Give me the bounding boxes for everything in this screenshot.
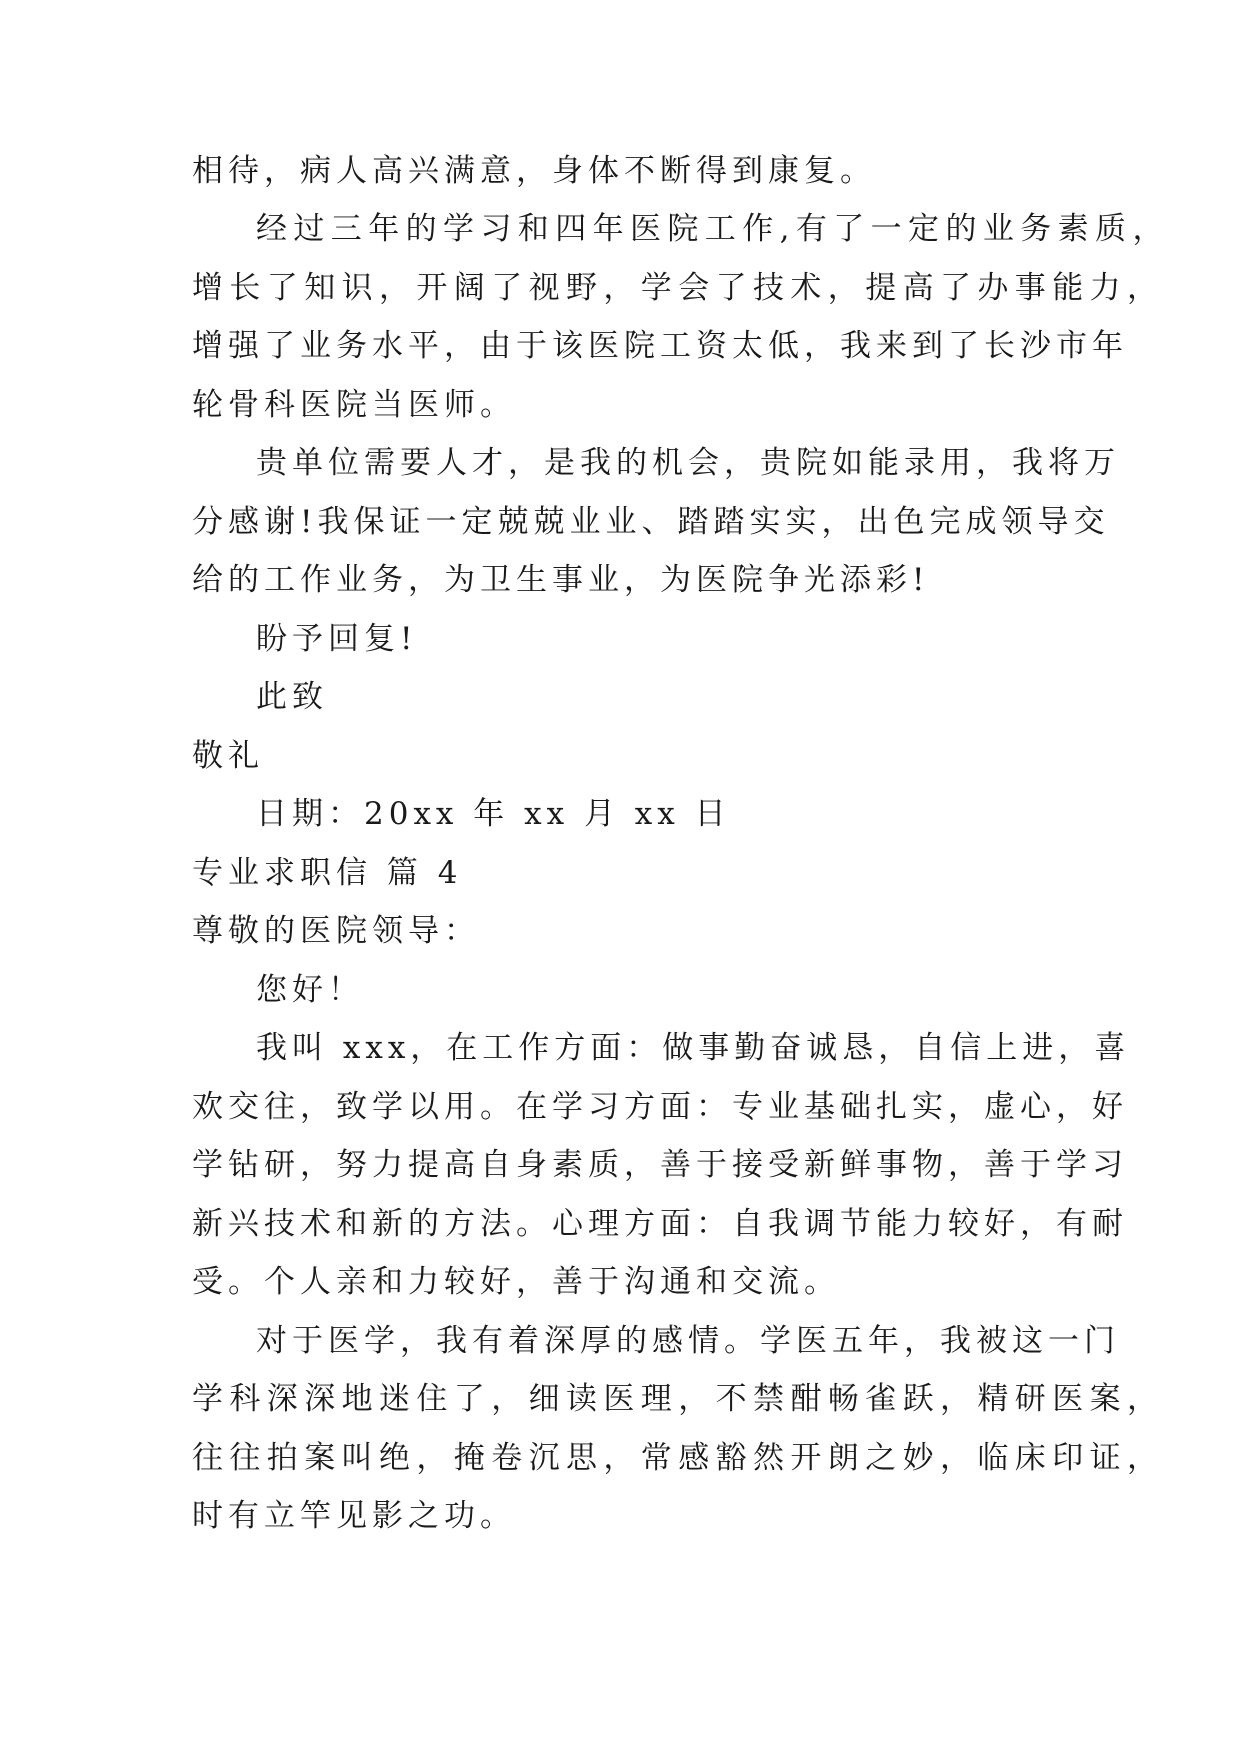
paragraph-line: 增强了业务水平，由于该医院工资太低，我来到了长沙市年 bbox=[192, 328, 1128, 364]
paragraph-line: 轮骨科医院当医师。 bbox=[192, 387, 516, 423]
paragraph-line: 给的工作业务，为卫生事业，为医院争光添彩! bbox=[192, 562, 930, 598]
greeting: 您好！ bbox=[256, 972, 364, 1008]
paragraph-line: 贵单位需要人才，是我的机会，贵院如能录用，我将万 bbox=[256, 445, 1120, 481]
paragraph-line: 新兴技术和新的方法。心理方面：自我调节能力较好，有耐 bbox=[192, 1206, 1128, 1242]
date-line: 日期：20xx 年 xx 月 xx 日 bbox=[256, 796, 731, 832]
paragraph-line: 我叫 xxx，在工作方面：做事勤奋诚恳，自信上进，喜 bbox=[256, 1030, 1131, 1066]
paragraph-line: 增长了知识，开阔了视野，学会了技术，提高了办事能力， bbox=[192, 270, 1165, 306]
paragraph-line: 分感谢!我保证一定兢兢业业、踏踏实实，出色完成领导交 bbox=[192, 504, 1110, 540]
paragraph-line: 经过三年的学习和四年医院工作,有了一定的业务素质， bbox=[256, 211, 1170, 247]
paragraph-line: 欢交往，致学以用。在学习方面：专业基础扎实，虚心，好 bbox=[192, 1089, 1128, 1125]
paragraph-line: 对于医学，我有着深厚的感情。学医五年，我被这一门 bbox=[256, 1323, 1120, 1359]
closing-line: 盼予回复! bbox=[256, 621, 418, 657]
closing-line: 此致 bbox=[256, 679, 328, 715]
paragraph-line: 学钻研，努力提高自身素质，善于接受新鲜事物，善于学习 bbox=[192, 1147, 1128, 1183]
paragraph-line: 学科深深地迷住了，细读医理，不禁酣畅雀跃，精研医案， bbox=[192, 1381, 1165, 1417]
paragraph-line: 受。个人亲和力较好，善于沟通和交流。 bbox=[192, 1264, 840, 1300]
paragraph-line: 时有立竿见影之功。 bbox=[192, 1498, 516, 1534]
closing-line: 敬礼 bbox=[192, 738, 264, 774]
salutation: 尊敬的医院领导： bbox=[192, 913, 480, 949]
paragraph-line: 往往拍案叫绝，掩卷沉思，常感豁然开朗之妙，临床印证， bbox=[192, 1440, 1165, 1476]
section-title: 专业求职信 篇 4 bbox=[192, 855, 463, 891]
paragraph-line: 相待，病人高兴满意，身体不断得到康复。 bbox=[192, 153, 876, 189]
